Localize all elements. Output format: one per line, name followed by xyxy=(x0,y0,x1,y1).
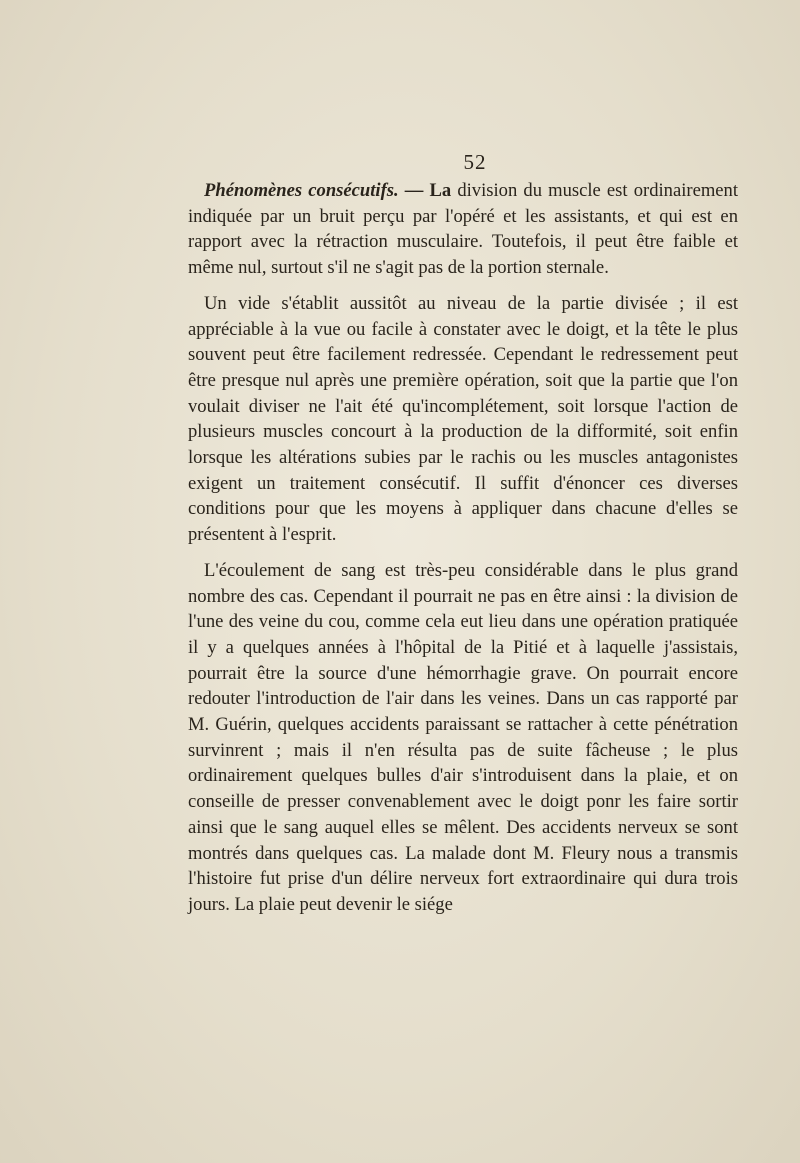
paragraph-2 xyxy=(188,291,738,548)
heading-dash: — La xyxy=(398,180,452,201)
body-text xyxy=(188,178,738,918)
paragraph-3 xyxy=(188,558,738,918)
paragraph-1-text: division du muscle est ordinairement indiquée par un bruit perçu par l'opéré et les assistants, et qui est en rapport avec la rétraction musculaire. Toutefois, il peut être faible et même nul, surtout s'il ne s'agit pas de la portion sternale. xyxy=(188,180,739,279)
paragraph-2-text: Un vide s'établit aussitôt au niveau de la partie divisée ; il est appréciable à la vue ou facile à constater avec le doigt, et la tête le plus souvent peut être facilement redressée. Cependant le redressement peut être presque nul après une première opération, soit que la partie que l'on voulait diviser ne l'ait été qu'incomplétement, soit lorsque l'action de plusieurs muscles concourt à la production de la difformité, soit enfin lorsque les altérations subies par le rachis ou les muscles antagonistes exigent un traitement consécutif. Il suffit d'énoncer ces diverses conditions pour que les moyens à appliquer dans chacune d'elles se présentent à l'esprit. xyxy=(188,292,738,546)
paragraph-3-text: L'écoulement de sang est très-peu considérable dans le plus grand nombre des cas. Cependant il pourrait ne pas en être ainsi : la division de l'une des veine du cou, comme cela eut lieu dans une opération pratiquée il y a quelques années à l'hôpital de la Pitié et à laquelle j'assistais, pourrait être la source d'une hémorrhagie grave. On pourrait encore redouter l'introduction de l'air dans les veines. Dans un cas rapporté par M. Guérin, quelques accidents paraissant se rattacher à cette pénétration survinrent ; mais il n'en résulta pas de suite fâcheuse ; le plus ordinairement quelques bulles d'air s'introduisent dans la plaie, et on conseille de presser convenablement avec le doigt ponr les faire sortir ainsi que le sang auquel elles se mêlent. Des accidents nerveux se sont montrés dans quelques cas. La malade dont M. Fleury nous a transmis l'histoire fut prise d'un délire nerveux fort extraordinaire qui dura trois jours. La plaie peut devenir le siége xyxy=(188,559,738,915)
paragraph-1 xyxy=(188,178,738,281)
section-heading: Phénomènes consécutifs. xyxy=(204,180,399,201)
page-number: 52 xyxy=(463,150,487,174)
